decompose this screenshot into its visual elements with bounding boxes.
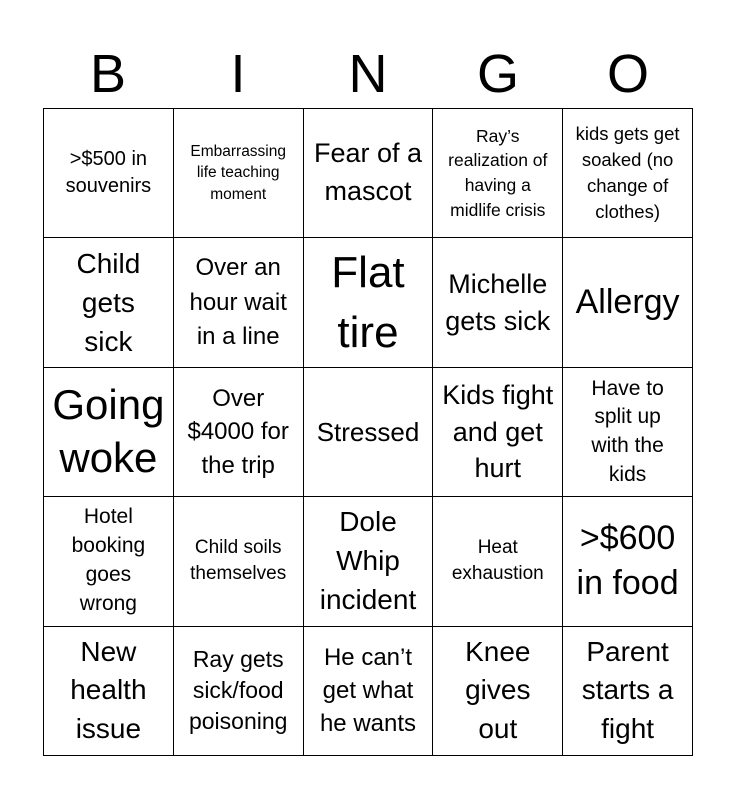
bingo-cell-text: Flat tire	[331, 248, 405, 357]
bingo-cell-text: Have to split up with the kids	[591, 376, 664, 486]
bingo-cell-text: >$500 in souvenirs	[65, 148, 152, 198]
bingo-cell-r4c4[interactable]	[433, 497, 563, 626]
bingo-cell-text: Child soils themselves	[190, 536, 287, 585]
bingo-cell-r5c2[interactable]	[174, 627, 304, 756]
bingo-cell-r2c3[interactable]	[304, 238, 434, 367]
bingo-cell-r4c2[interactable]	[174, 497, 304, 626]
bingo-cell-r1c1[interactable]	[44, 109, 174, 238]
bingo-cell-text: Heat exhaustion	[451, 536, 544, 585]
bingo-cell-r3c1[interactable]	[44, 368, 174, 497]
bingo-header	[43, 40, 693, 108]
header-letter-g: G	[476, 44, 519, 104]
bingo-cell-r5c1[interactable]	[44, 627, 174, 756]
bingo-cell-r5c4[interactable]	[433, 627, 563, 756]
bingo-cell-text: Going woke	[52, 381, 165, 481]
bingo-cell-r1c3[interactable]	[304, 109, 434, 238]
bingo-cell-text: Over $4000 for the trip	[187, 385, 289, 479]
bingo-cell-r1c2[interactable]	[174, 109, 304, 238]
bingo-cell-text: Allergy	[575, 282, 680, 321]
bingo-cell-r4c5[interactable]	[563, 497, 693, 626]
bingo-cell-text: >$600 in food	[576, 518, 679, 603]
bingo-cell-text: Fear of a mascot	[313, 138, 423, 207]
bingo-cell-r2c1[interactable]	[44, 238, 174, 367]
bingo-cell-text: Hotel booking goes wrong	[71, 505, 146, 616]
bingo-cell-text: He can’t get what he wants	[319, 644, 417, 738]
bingo-cell-r3c5[interactable]	[563, 368, 693, 497]
bingo-cell-text: Knee gives out	[465, 635, 531, 745]
bingo-cell-text: Kids fight and get hurt	[442, 380, 554, 484]
bingo-cell-r2c2[interactable]	[174, 238, 304, 367]
bingo-cell-r3c2[interactable]	[174, 368, 304, 497]
bingo-cell-r2c4[interactable]	[433, 238, 563, 367]
bingo-cell-text: Embarrassing life teaching moment	[190, 142, 286, 204]
header-letter-b: B	[89, 44, 127, 104]
bingo-cell-r5c3[interactable]	[304, 627, 434, 756]
bingo-cell-text: Dole Whip incident	[319, 506, 417, 615]
bingo-cell-text: Over an hour wait in a line	[189, 254, 287, 350]
header-letter-o: O	[606, 44, 649, 104]
bingo-cell-text: Ray’s realization of having a midlife crisis	[448, 125, 548, 221]
bingo-cell-r2c5[interactable]	[563, 238, 693, 367]
bingo-cell-r4c1[interactable]	[44, 497, 174, 626]
bingo-cell-text: kids gets get soaked (no change of clothes)	[575, 123, 680, 223]
header-letter-n: N	[348, 44, 388, 104]
bingo-cell-r3c4[interactable]	[433, 368, 563, 497]
bingo-cell-r1c4[interactable]	[433, 109, 563, 238]
bingo-cell-r3c3[interactable]	[304, 368, 434, 497]
bingo-cell-r5c5[interactable]	[563, 627, 693, 756]
header-letter-i: I	[230, 44, 246, 104]
bingo-cell-text: Child gets sick	[76, 247, 141, 358]
bingo-cell-text: Ray gets sick/food poisoning	[188, 646, 288, 735]
bingo-cell-text: Parent starts a fight	[581, 635, 674, 745]
bingo-cell-text: Stressed	[316, 416, 420, 447]
bingo-cell-text: New health issue	[70, 635, 147, 745]
bingo-cell-r4c3[interactable]	[304, 497, 434, 626]
bingo-board	[43, 108, 693, 756]
bingo-cell-r1c5[interactable]	[563, 109, 693, 238]
bingo-cell-text: Michelle gets sick	[445, 269, 551, 336]
